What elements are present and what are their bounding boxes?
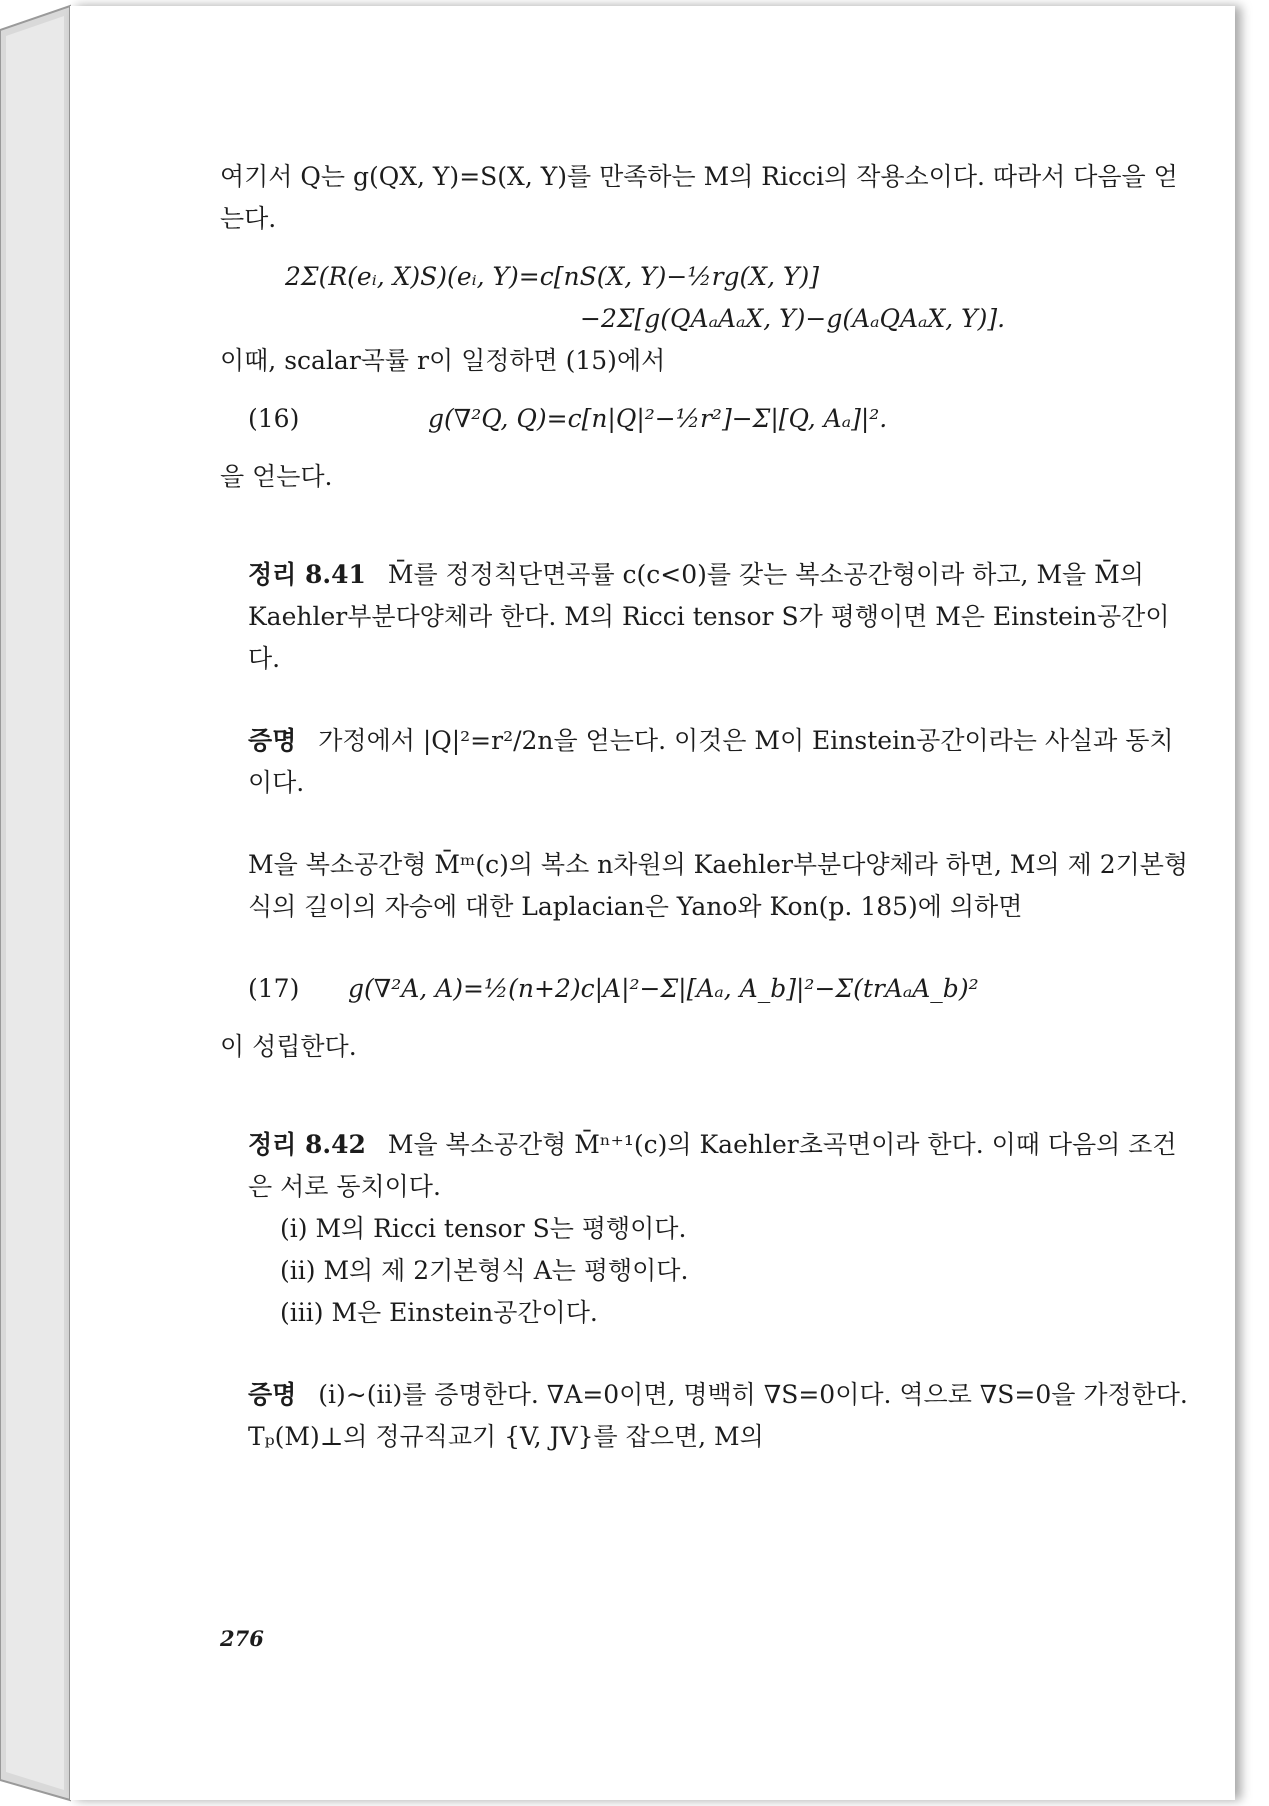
proof-1-text: 가정에서 |Q|²=r²/2n을 얻는다. 이것은 M이 Einstein공간이라는 사실과 동치이다. — [248, 726, 1174, 797]
theorem-8-41 — [220, 554, 1190, 680]
equation-ricci-line1: 2Σ(R(eᵢ, X)S)(eᵢ, Y)=c[nS(X, Y)−½rg(X, Y)] — [285, 262, 820, 291]
equation-16-number: (16) — [248, 404, 300, 433]
condition-item: (ii) M의 제 2기본형식 A는 평행이다. — [280, 1256, 689, 1285]
book-page — [70, 6, 1235, 1800]
page-number: 276 — [220, 1626, 264, 1651]
proof-1-label: 증명 — [248, 726, 297, 755]
equation-17-row — [220, 968, 1190, 1010]
equation-16: g(∇²Q, Q)=c[n|Q|²−½r²]−Σ|[Q, Aₐ]|². — [428, 404, 888, 433]
paragraph-holds: 이 성립한다. — [220, 1032, 357, 1061]
theorem-8-42 — [220, 1124, 1190, 1208]
equation-17-number: (17) — [248, 974, 300, 1003]
paragraph-intro: 여기서 Q는 g(QX, Y)=S(X, Y)를 만족하는 M의 Ricci의 작용소이다. 따라서 다음을 얻는다. — [220, 162, 1178, 233]
theorem-8-41-text: M̄를 정정칙단면곡률 c(c<0)를 갖는 복소공간형이라 하고, M을 M̄의 Kaehler부분다양체라 한다. M의 Ricci tensor S가 평행이면 M은 Einstein공간이다. — [248, 560, 1170, 673]
condition-item: (iii) M은 Einstein공간이다. — [280, 1298, 598, 1327]
book-spine — [0, 0, 80, 1806]
equation-ricci-line2: −2Σ[g(QAₐAₐX, Y)−g(AₐQAₐX, Y)]. — [580, 304, 1006, 333]
page-content — [220, 156, 1190, 1458]
proof-2 — [220, 1374, 1190, 1458]
equation-16-row — [220, 398, 1190, 440]
proof-2-text: (i)∼(ii)를 증명한다. ∇A=0이면, 명백히 ∇S=0이다. 역으로 ∇S=0을 가정한다. Tₚ(M)⊥의 정규직교기 {V, JV}를 잡으면, M의 — [248, 1380, 1188, 1451]
proof-1 — [220, 720, 1190, 804]
paragraph-obtain: 을 얻는다. — [220, 462, 333, 491]
proof-2-label: 증명 — [248, 1380, 297, 1409]
theorem-8-42-label: 정리 8.42 — [248, 1130, 366, 1159]
theorem-8-42-text: M을 복소공간형 M̄ⁿ⁺¹(c)의 Kaehler초곡면이라 한다. 이때 다음의 조건은 서로 동치이다. — [248, 1130, 1177, 1201]
theorem-8-42-conditions — [220, 1208, 1190, 1334]
paragraph-laplacian: M을 복소공간형 M̄ᵐ(c)의 복소 n차원의 Kaehler부분다양체라 하면, M의 제 2기본형식의 길이의 자승에 대한 Laplacian은 Yano와 Kon(p. 185)에 의하면 — [248, 850, 1189, 921]
paragraph-scalar-curvature: 이때, scalar곡률 r이 일정하면 (15)에서 — [220, 346, 666, 375]
condition-item: (i) M의 Ricci tensor S는 평행이다. — [280, 1214, 687, 1243]
theorem-8-41-label: 정리 8.41 — [248, 560, 366, 589]
equation-17: g(∇²A, A)=½(n+2)c|A|²−Σ|[Aₐ, A_b]|²−Σ(trAₐA_b)² — [348, 974, 979, 1003]
